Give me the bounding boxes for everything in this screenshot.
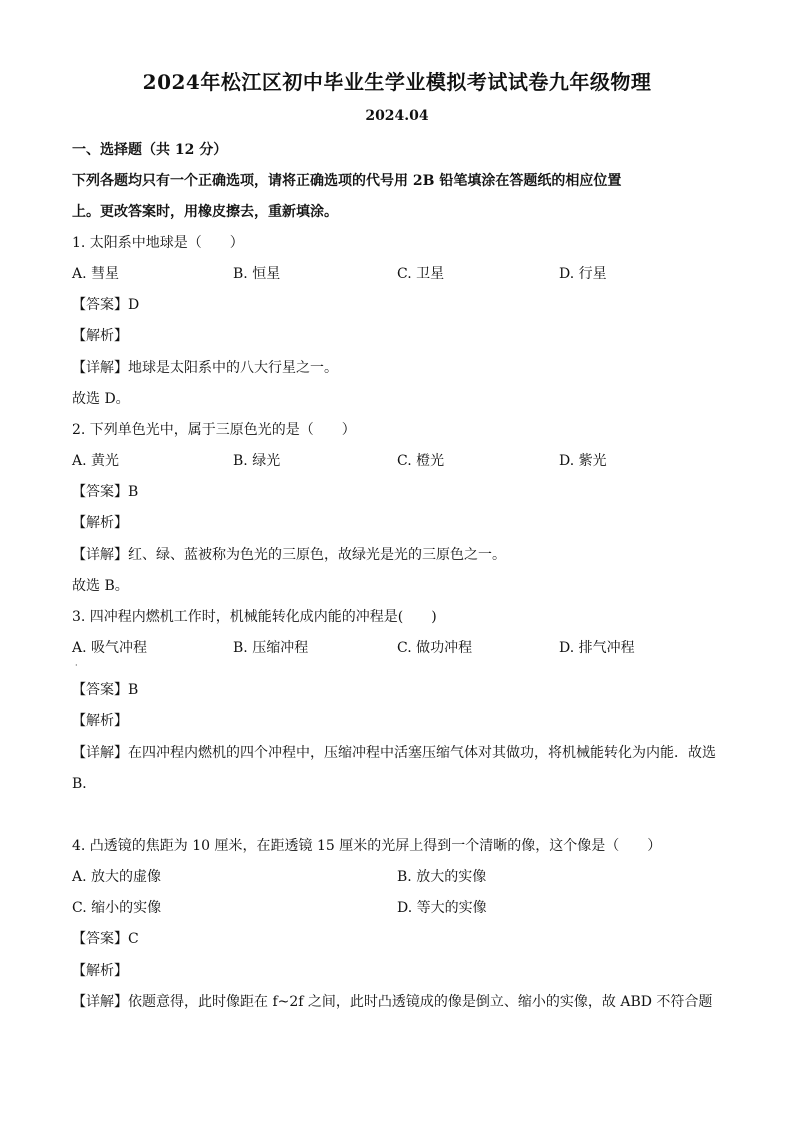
question-1-detail: 【详解】地球是太阳系中的八大行星之一。 [72, 360, 338, 376]
question-3-detail-line-2: B． [72, 776, 97, 792]
question-3-option-c: C. 做功冲程 [397, 640, 473, 656]
question-3-detail-line-1: 【详解】在四冲程内燃机的四个冲程中，压缩冲程中活塞压缩气体对其做功，将机械能转化为内能．故选 [72, 745, 716, 761]
question-4-answer: 【答案】C [72, 931, 139, 947]
question-4-detail-line-1: 【详解】依题意得，此时像距在 f~2f 之间，此时凸透镜成的像是倒立、缩小的实像，故 ABD 不符合题 [72, 994, 713, 1010]
question-4-option-d: D. 等大的实像 [397, 900, 487, 916]
question-2-stem: 2. 下列单色光中，属于三原色光的是（ ） [72, 422, 356, 438]
question-1-option-b: B. 恒星 [233, 266, 281, 282]
question-1-option-c: C. 卫星 [397, 266, 445, 282]
section-heading: 一、选择题（共 12 分） [72, 142, 228, 158]
question-4-analysis: 【解析】 [72, 963, 128, 979]
question-3-answer: 【答案】B [72, 682, 139, 698]
question-4-option-a: A. 放大的虚像 [72, 869, 162, 885]
question-4-option-b: B. 放大的实像 [397, 869, 487, 885]
question-2-option-d: D. 紫光 [559, 453, 607, 469]
question-2-answer: 【答案】B [72, 484, 139, 500]
question-3-option-d: D. 排气冲程 [559, 640, 635, 656]
question-3-analysis: 【解析】 [72, 713, 128, 729]
question-2-analysis: 【解析】 [72, 515, 128, 531]
question-1-answer: 【答案】D [72, 297, 140, 313]
question-2-option-b: B. 绿光 [233, 453, 281, 469]
question-4-option-c: C. 缩小的实像 [72, 900, 162, 916]
question-3-option-b: B. 压缩冲程 [233, 640, 309, 656]
question-1-analysis: 【解析】 [72, 328, 128, 344]
question-1-option-a: A. 彗星 [72, 266, 120, 282]
instruction-line-2: 上。更改答案时，用橡皮擦去，重新填涂。 [72, 204, 338, 220]
question-2-detail: 【详解】红、绿、蓝被称为色光的三原色，故绿光是光的三原色之一。 [72, 547, 506, 563]
question-4-stem: 4. 凸透镜的焦距为 10 厘米，在距透镜 15 厘米的光屏上得到一个清晰的像，这个像是（ ） [72, 838, 662, 854]
instruction-line-1: 下列各题均只有一个正确选项，请将正确选项的代号用 2B 铅笔填涂在答题纸的相应位置 [72, 173, 622, 189]
question-2-option-a: A. 黄光 [72, 453, 120, 469]
exam-title: 2024年松江区初中毕业生学业模拟考试试卷九年级物理 [142, 70, 652, 94]
exam-date: 2024.04 [365, 108, 429, 124]
question-1-stem: 1. 太阳系中地球是（ ） [72, 235, 244, 251]
question-3-option-a: A. 吸气冲程 [72, 640, 148, 656]
question-3-stem: 3. 四冲程内燃机工作时，机械能转化成内能的冲程是( ) [72, 609, 437, 625]
question-2-option-c: C. 橙光 [397, 453, 445, 469]
question-1-conclusion: 故选 D。 [72, 391, 130, 407]
stray-dot-mark: · [75, 661, 78, 670]
question-1-option-d: D. 行星 [559, 266, 607, 282]
question-2-conclusion: 故选 B。 [72, 578, 129, 594]
